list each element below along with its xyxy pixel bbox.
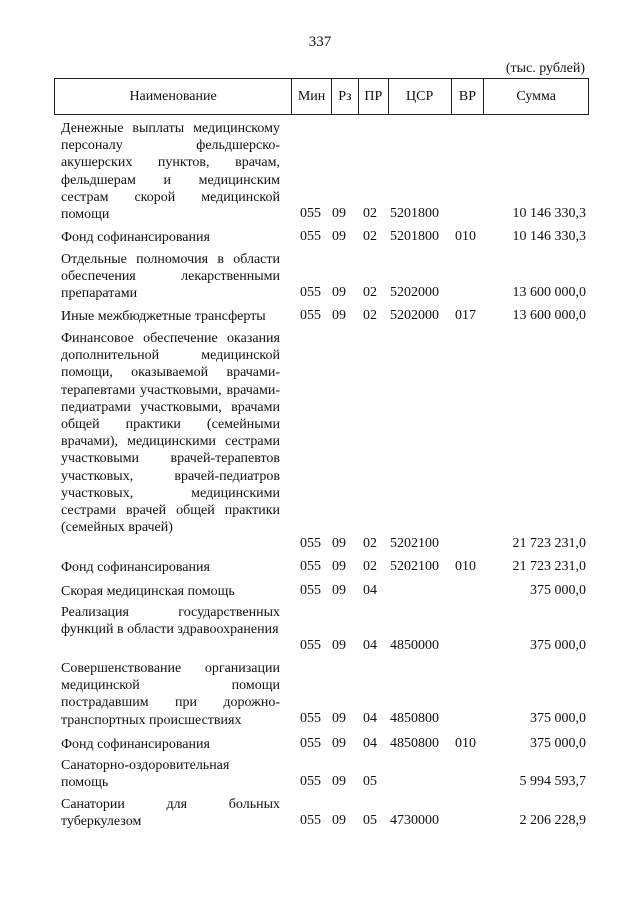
row-min: 055	[300, 638, 321, 653]
row-min: 055	[300, 206, 321, 221]
row-rz: 09	[332, 285, 346, 300]
units-label: (тыс. рублей)	[505, 61, 585, 76]
row-rz: 09	[332, 774, 346, 789]
row-min: 055	[300, 308, 321, 323]
row-csr: 5202000	[390, 285, 439, 300]
row-rz: 09	[332, 583, 346, 598]
row-vr: 010	[455, 736, 476, 751]
header-sum: Сумма	[483, 79, 588, 114]
row-name: Финансовое обеспечение оказания дополнительной медицинской помощи, оказываемой врачами-терапевтами участковыми, врачами-педиатрами участковыми, врачами общей практики (семейными врачами), медицинскими сестрами участковыми врачей-терапевтов участковых, врачей-педиатров участковых, медицинскими сестрами врачей общей практики (семейных врачей)	[61, 331, 280, 536]
row-sum: 375 000,0	[530, 736, 586, 751]
row-csr: 5202100	[390, 559, 439, 574]
row-vr: 010	[455, 229, 476, 244]
row-csr: 5202000	[390, 308, 439, 323]
row-pr: 02	[363, 308, 377, 323]
row-min: 055	[300, 711, 321, 726]
table-header	[54, 78, 589, 115]
row-min: 055	[300, 536, 321, 551]
header-vr: ВР	[451, 79, 484, 114]
row-pr: 02	[363, 206, 377, 221]
row-vr: 010	[455, 559, 476, 574]
row-name: Отдельные полномочия в области обеспечения лекарственными препаратами	[61, 252, 280, 302]
row-name: Скорая медицинская помощь	[61, 584, 235, 599]
row-name: Фонд софинансирования	[61, 230, 210, 245]
row-rz: 09	[332, 536, 346, 551]
row-sum: 10 146 330,3	[512, 206, 586, 221]
row-pr: 02	[363, 559, 377, 574]
row-name: Реализация государственных функций в области здравоохранения	[61, 605, 280, 638]
header-min: Мин	[291, 79, 331, 114]
row-sum: 13 600 000,0	[512, 308, 586, 323]
row-min: 055	[300, 736, 321, 751]
row-sum: 10 146 330,3	[512, 229, 586, 244]
row-rz: 09	[332, 736, 346, 751]
row-min: 055	[300, 813, 321, 828]
row-name: Фонд софинансирования	[61, 560, 210, 575]
row-pr: 04	[363, 638, 377, 653]
row-pr: 04	[363, 583, 377, 598]
row-name: Денежные выплаты медицинскому персоналу фельдшерско-акушерских пунктов, врачам, фельдшерам и медицинским сестрам скорой медицинской помощи	[61, 121, 280, 223]
row-csr: 5201800	[390, 206, 439, 221]
row-name: Иные межбюджетные трансферты	[61, 309, 266, 324]
row-rz: 09	[332, 206, 346, 221]
header-pr: ПР	[358, 79, 388, 114]
row-min: 055	[300, 774, 321, 789]
row-pr: 05	[363, 774, 377, 789]
row-csr: 4850800	[390, 736, 439, 751]
row-pr: 04	[363, 736, 377, 751]
row-sum: 21 723 231,0	[512, 559, 586, 574]
header-name: Наименование	[129, 88, 217, 104]
row-pr: 05	[363, 813, 377, 828]
row-name: Фонд софинансирования	[61, 737, 210, 752]
row-vr: 017	[455, 308, 476, 323]
row-min: 055	[300, 229, 321, 244]
row-sum: 21 723 231,0	[512, 536, 586, 551]
row-csr: 4850000	[390, 638, 439, 653]
row-pr: 02	[363, 285, 377, 300]
row-csr: 5202100	[390, 536, 439, 551]
header-rz: Рз	[331, 79, 358, 114]
row-rz: 09	[332, 711, 346, 726]
row-sum: 2 206 228,9	[519, 813, 586, 828]
row-rz: 09	[332, 638, 346, 653]
row-name: Санаторно-оздоровительная помощь	[61, 758, 230, 791]
row-rz: 09	[332, 229, 346, 244]
row-rz: 09	[332, 813, 346, 828]
row-pr: 04	[363, 711, 377, 726]
row-name: Совершенствование организации медицинской помощи пострадавшим при дорожно-транспортных происшествиях	[61, 661, 280, 728]
row-sum: 375 000,0	[530, 638, 586, 653]
row-name: Санатории для больных туберкулезом	[61, 797, 280, 830]
row-pr: 02	[363, 536, 377, 551]
row-rz: 09	[332, 559, 346, 574]
row-sum: 5 994 593,7	[519, 774, 586, 789]
row-min: 055	[300, 583, 321, 598]
row-csr: 4850800	[390, 711, 439, 726]
row-sum: 375 000,0	[530, 583, 586, 598]
row-min: 055	[300, 559, 321, 574]
row-sum: 13 600 000,0	[512, 285, 586, 300]
row-min: 055	[300, 285, 321, 300]
row-rz: 09	[332, 308, 346, 323]
row-pr: 02	[363, 229, 377, 244]
row-csr: 5201800	[390, 229, 439, 244]
page-number: 337	[308, 34, 332, 50]
row-sum: 375 000,0	[530, 711, 586, 726]
header-csr: ЦСР	[388, 79, 451, 114]
row-csr: 4730000	[390, 813, 439, 828]
